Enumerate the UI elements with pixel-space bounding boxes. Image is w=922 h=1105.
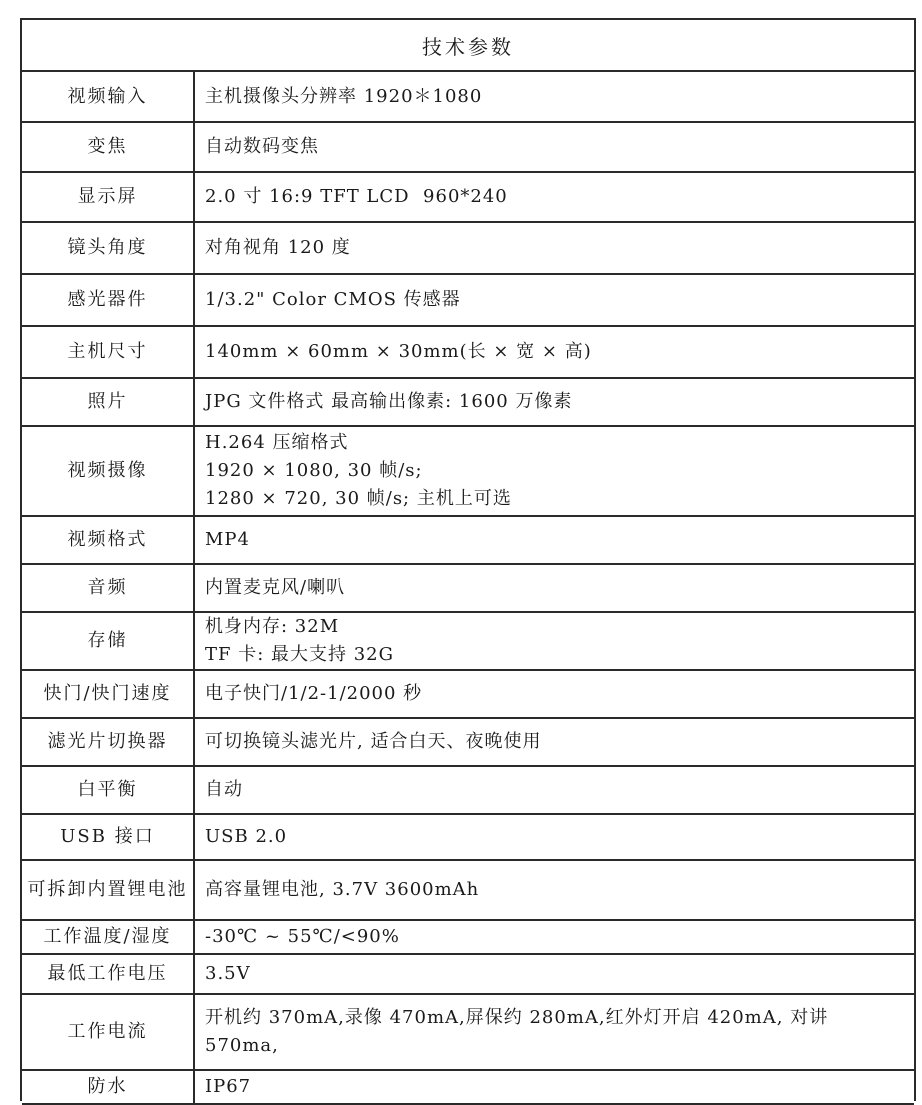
spec-value xyxy=(194,326,914,378)
spec-value-line: 对角视角 120 度 xyxy=(205,237,351,258)
spec-table-body xyxy=(22,72,914,1104)
spec-label: 防水 xyxy=(22,1070,194,1104)
table-row xyxy=(22,564,914,612)
spec-value xyxy=(194,222,914,274)
spec-label: 可拆卸内置锂电池 xyxy=(22,860,194,920)
spec-value-line: 1/3.2" Color CMOS 传感器 xyxy=(205,289,461,310)
spec-label: 感光器件 xyxy=(22,274,194,326)
spec-label: USB 接口 xyxy=(22,814,194,860)
spec-value xyxy=(194,954,914,994)
table-row xyxy=(22,378,914,426)
spec-value xyxy=(194,994,914,1070)
spec-label: 白平衡 xyxy=(22,766,194,814)
spec-value xyxy=(194,378,914,426)
table-row xyxy=(22,954,914,994)
spec-value xyxy=(194,612,914,670)
spec-value-line: 电子快门/1/2-1/2000 秒 xyxy=(205,683,423,704)
spec-value xyxy=(194,426,914,516)
spec-value-line: 自动 xyxy=(205,779,243,800)
spec-label: 存储 xyxy=(22,612,194,670)
spec-label: 滤光片切换器 xyxy=(22,718,194,766)
spec-value-line: IP67 xyxy=(205,1076,252,1097)
spec-label: 视频输入 xyxy=(22,72,194,122)
table-row xyxy=(22,670,914,718)
table-row xyxy=(22,860,914,920)
table-row xyxy=(22,920,914,954)
spec-value-line: 机身内存: 32M xyxy=(205,616,340,637)
table-row xyxy=(22,994,914,1070)
table-row xyxy=(22,814,914,860)
spec-value-line: 140mm × 60mm × 30mm(长 × 宽 × 高) xyxy=(205,341,592,362)
spec-value xyxy=(194,564,914,612)
spec-label: 音频 xyxy=(22,564,194,612)
spec-label: 视频格式 xyxy=(22,516,194,564)
spec-value-line: USB 2.0 xyxy=(205,826,288,847)
spec-sheet xyxy=(20,18,916,1101)
spec-value xyxy=(194,274,914,326)
spec-value xyxy=(194,1070,914,1104)
table-row xyxy=(22,766,914,814)
spec-value-line: 内置麦克风/喇叭 xyxy=(205,577,346,598)
table-row xyxy=(22,72,914,122)
spec-value-line: 开机约 370mA,录像 470mA,屏保约 280mA,红外灯开启 420mA, 对讲 570ma, xyxy=(205,1007,835,1056)
spec-value-line: 高容量锂电池, 3.7V 3600mAh xyxy=(205,879,480,900)
spec-value xyxy=(194,814,914,860)
spec-value-line: H.264 压缩格式 xyxy=(205,432,349,453)
spec-value-line: MP4 xyxy=(205,529,250,550)
spec-label: 工作电流 xyxy=(22,994,194,1070)
spec-label: 变焦 xyxy=(22,122,194,172)
spec-value-line: 1920 × 1080, 30 帧/s; xyxy=(205,460,423,481)
spec-value-line: 1280 × 720, 30 帧/s; 主机上可选 xyxy=(205,488,512,509)
spec-label: 快门/快门速度 xyxy=(22,670,194,718)
table-title: 技术参数 xyxy=(22,20,914,72)
spec-label: 视频摄像 xyxy=(22,426,194,516)
spec-value xyxy=(194,72,914,122)
spec-value xyxy=(194,670,914,718)
table-row xyxy=(22,1070,914,1104)
spec-value xyxy=(194,920,914,954)
spec-table xyxy=(22,72,914,1105)
table-row xyxy=(22,612,914,670)
spec-label: 镜头角度 xyxy=(22,222,194,274)
table-row xyxy=(22,426,914,516)
spec-value-line: 自动数码变焦 xyxy=(205,136,319,157)
spec-value xyxy=(194,122,914,172)
spec-value-line: TF 卡: 最大支持 32G xyxy=(205,644,395,665)
spec-value xyxy=(194,860,914,920)
table-row xyxy=(22,222,914,274)
table-row xyxy=(22,172,914,222)
spec-value-line: JPG 文件格式 最高输出像素: 1600 万像素 xyxy=(205,391,573,412)
table-row xyxy=(22,718,914,766)
spec-value xyxy=(194,172,914,222)
spec-value-line: 3.5V xyxy=(205,963,251,984)
table-row xyxy=(22,516,914,564)
spec-value-line: -30℃ ~ 55℃/<90% xyxy=(205,926,400,947)
spec-value xyxy=(194,718,914,766)
spec-value-line: 主机摄像头分辨率 1920＊1080 xyxy=(205,85,483,107)
spec-label: 显示屏 xyxy=(22,172,194,222)
table-row xyxy=(22,122,914,172)
spec-label: 工作温度/湿度 xyxy=(22,920,194,954)
spec-label: 最低工作电压 xyxy=(22,954,194,994)
spec-value-line: 2.0 寸 16:9 TFT LCD 960*240 xyxy=(205,186,508,207)
spec-value xyxy=(194,516,914,564)
spec-value-line: 可切换镜头滤光片, 适合白天、夜晚使用 xyxy=(205,731,542,752)
spec-label: 照片 xyxy=(22,378,194,426)
spec-value xyxy=(194,766,914,814)
table-row xyxy=(22,274,914,326)
spec-label: 主机尺寸 xyxy=(22,326,194,378)
table-row xyxy=(22,326,914,378)
